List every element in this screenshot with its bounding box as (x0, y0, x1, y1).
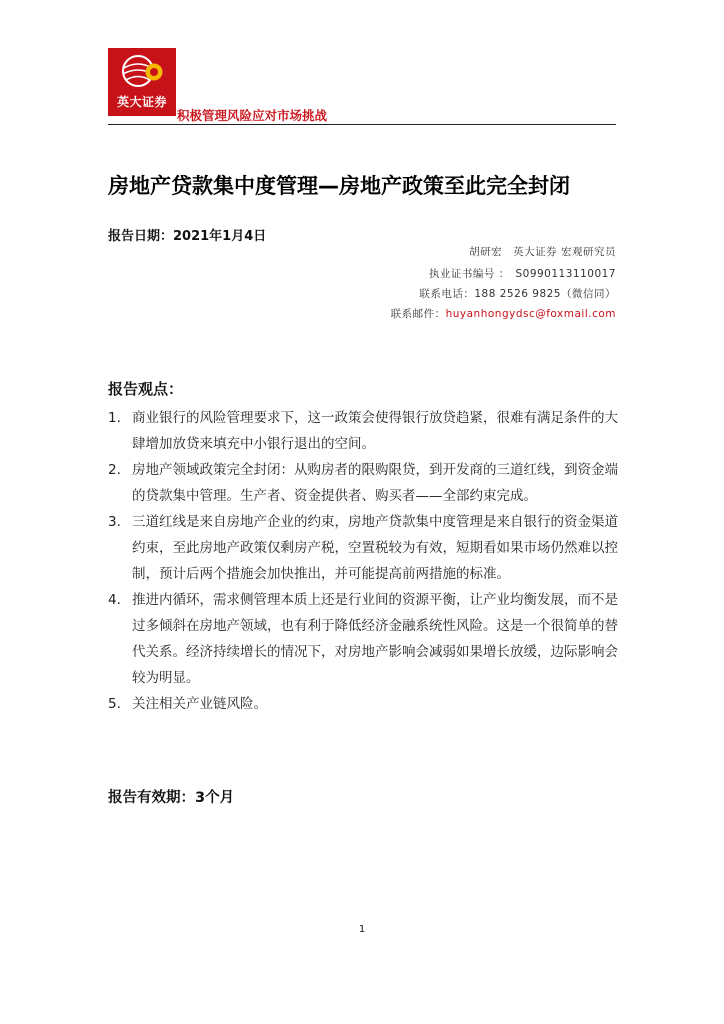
list-item (108, 691, 618, 717)
views-heading: 报告观点： (108, 380, 184, 398)
author-phone: 联系电话：188 2526 9825（微信同） (419, 288, 616, 300)
report-validity: 报告有效期：3个月 (108, 790, 235, 806)
author-email-link[interactable]: huyanhongydsc@foxmail.com (445, 308, 616, 320)
logo-text: 英大证券 (116, 95, 167, 109)
list-text: 三道红线是来自房地产企业的约束，房地产贷款集中度管理是来自银行的资金渠道约束，至此房地产政策仅剩房产税，空置税较为有效，短期看如果市场仍然难以控制，预计后两个措施会加快推出，并可能提高前两措施的标准。 (132, 514, 618, 582)
logo-emblem-icon (108, 48, 176, 94)
header-divider (108, 124, 616, 125)
author-email-label: 联系邮件： (390, 308, 446, 320)
list-text: 商业银行的风险管理要求下，这一政策会使得银行放贷趋紧，很难有满足条件的大肆增加放贷来填充中小银行退出的空间。 (132, 410, 618, 452)
report-title: 房地产贷款集中度管理—房地产政策至此完全封闭 (108, 174, 570, 198)
list-text: 房地产领域政策完全封闭：从购房者的限购限贷，到开发商的三道红线，到资金端的贷款集中管理。生产者、资金提供者、购买者——全部约束完成。 (132, 462, 618, 504)
author-cert: 执业证书编号 ： S0990113110017 (428, 268, 616, 280)
list-number: 1. (108, 410, 121, 426)
page-number: 1 (358, 924, 366, 935)
list-number: 5. (108, 696, 121, 712)
views-list (108, 405, 618, 717)
list-number: 3. (108, 514, 121, 530)
list-item (108, 405, 618, 457)
author-email-line (316, 306, 616, 321)
report-date: 报告日期：2021年1月4日 (108, 229, 267, 244)
header-slogan: 积极管理风险应对市场挑战 (177, 108, 328, 123)
list-number: 2. (108, 462, 121, 478)
list-text: 关注相关产业链风险。 (132, 696, 267, 712)
list-item (108, 509, 618, 587)
list-number: 4. (108, 592, 121, 608)
author-name: 胡研宏 英大证券 宏观研究员 (469, 246, 616, 258)
company-logo (108, 48, 176, 116)
list-item (108, 587, 618, 691)
list-text: 推进内循环，需求侧管理本质上还是行业间的资源平衡，让产业均衡发展，而不是过多倾斜在房地产领域，也有利于降低经济金融系统性风险。这是一个很简单的替代关系。经济持续增长的情况下，对房地产影响会减弱如果增长放缓，边际影响会较为明显。 (132, 592, 618, 686)
list-item (108, 457, 618, 509)
